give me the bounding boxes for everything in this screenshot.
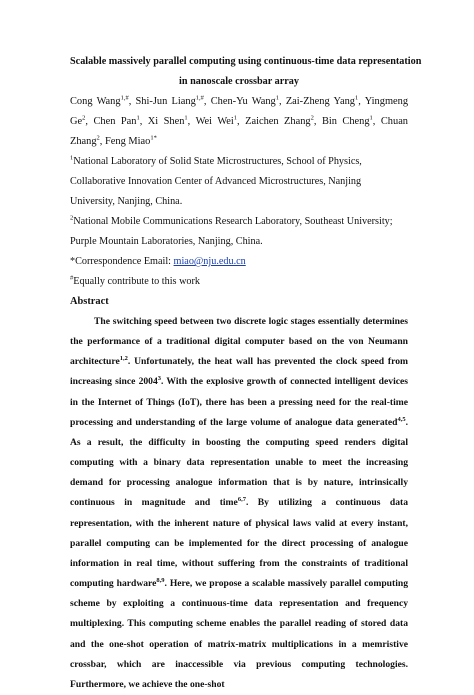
citation-ref: 1,2 (119, 355, 128, 363)
author-name: Cong Wang (70, 96, 121, 107)
author-name: Wei Wei (195, 116, 234, 127)
author-name: Xi Shen (147, 116, 185, 127)
author (245, 116, 314, 127)
author-affiliation-marker: 1,# (195, 94, 204, 102)
equal-contribution-text: Equally contribute to this work (73, 276, 201, 287)
author (211, 96, 279, 107)
author (93, 116, 139, 127)
citation-ref: 4,5 (397, 415, 406, 423)
author (148, 116, 188, 127)
abstract-heading: Abstract (70, 296, 109, 307)
author (136, 96, 204, 107)
author (322, 116, 373, 127)
author-affiliation-marker: 1,# (120, 94, 129, 102)
title-line-2: in nanoscale crossbar array (179, 76, 299, 87)
author-list: Cong Wang$^{1,\#}$, Shi-Jun Liang$^{1,\#}$, Chen-Yu Wang$^1$, Zai-Zheng Yang$^1$, Yingmeng Ge$^2$, Chen Pan$^1$, Xi Shen$^1$, Wei Wei$^1$, Zaichen Zhang$^2$, Bin Cheng$^1$, Chuan Zhang$^2$, Feng Miao$^{1*}$ (70, 94, 409, 147)
author-name: Feng Miao (105, 136, 151, 147)
abstract-text: . As a result, the difficulty in boosting the computing speed renders digital computing with a binary data representation unable to meet the increasing demand for processing analogue information that is by nature, intrinsically continuous in magnitude and time (70, 416, 408, 509)
author-affiliation-marker: 2 (82, 114, 86, 122)
author (286, 96, 358, 107)
equal-contribution-marker: # (70, 274, 74, 282)
author-affiliation-marker: 1 (275, 94, 279, 102)
author-affiliation-marker: 2 (310, 114, 314, 122)
author-name: Yingmeng Ge (70, 96, 409, 127)
paper-title (70, 52, 422, 92)
author-name: Bin Cheng (321, 116, 370, 127)
correspondence-email-link[interactable]: miao@nju.edu.cn (173, 256, 246, 267)
abstract-text: . Here, we propose a scalable massively parallel computing scheme by exploiting a continuous-time data representation and frequency multiplexing. This computing scheme enables the parallel reading of stored data and the one-shot operation of matrix-matrix multiplications in a memristive crossbar, which are inaccessible via previous computing technologies. Furthermore, we achieve the one-shot (70, 578, 408, 690)
author-affiliation-marker: 1* (150, 134, 157, 142)
author-affiliation-marker: 1 (136, 114, 140, 122)
affiliation-2 (70, 212, 408, 252)
author-affiliation-marker: 1 (184, 114, 188, 122)
author-affiliation-marker: 1 (233, 114, 238, 122)
affiliation-2-marker: 2 (70, 214, 74, 222)
abstract-text: The switching speed between two discrete logic stages essentially determines the performance of a traditional digital computer based on the von Neumann architecture (70, 316, 408, 368)
affiliation-1 (70, 152, 408, 212)
author-name: Chen Pan (93, 116, 137, 127)
author-name: Zai-Zheng Yang (285, 96, 356, 107)
citation-ref: 6,7 (237, 496, 246, 504)
affiliation-1-text: National Laboratory of Solid State Microstructures, School of Physics, Collaborative Innovation Center of Advanced Microstructures, Nanjing University, Nanjing, China. (70, 156, 362, 207)
author-affiliation-marker: 1 (369, 114, 373, 122)
author (70, 96, 129, 107)
author-name: Shi-Jun Liang (135, 96, 196, 107)
author (196, 116, 237, 127)
author-affiliation-marker: 1 (355, 94, 359, 102)
title-line-1: Scalable massively parallel computing using continuous-time data representation (70, 56, 422, 67)
abstract-body (70, 312, 408, 695)
citation-ref: 3 (157, 375, 162, 383)
author-affiliation-marker: 2 (96, 134, 100, 142)
affiliation-2-text: National Mobile Communications Research Laboratory, Southeast University; Purple Mountain Laboratories, Nanjing, China. (70, 216, 393, 247)
author-name: Chen-Yu Wang (210, 96, 276, 107)
author (105, 136, 157, 147)
author-name: Zaichen Zhang (245, 116, 311, 127)
abstract-text: . With the explosive growth of connected intelligent devices in the Internet of Things (IoT), there has been a pressing need for the real-time processing and understanding of the large volume of analogue data generated (70, 376, 408, 428)
equal-contribution-note (70, 272, 408, 292)
citation-ref: 8,9 (156, 576, 165, 584)
correspondence-label: *Correspondence Email: (70, 256, 171, 267)
paper-page (70, 52, 422, 695)
author-name: Chuan Zhang (70, 116, 409, 147)
abstract-text: . Unfortunately, the heat wall has prevented the clock speed from increasing since 2004 (70, 356, 408, 388)
correspondence-line (70, 252, 408, 272)
affiliation-1-marker: 1 (70, 154, 74, 162)
abstract-text: . By utilizing a continuous data representation, with the inherent nature of physical laws valid at every instant, parallel computing can be implemented for the direct processing of analogue information in real time, without suffering from the constraints of traditional computing hardware (70, 497, 408, 590)
